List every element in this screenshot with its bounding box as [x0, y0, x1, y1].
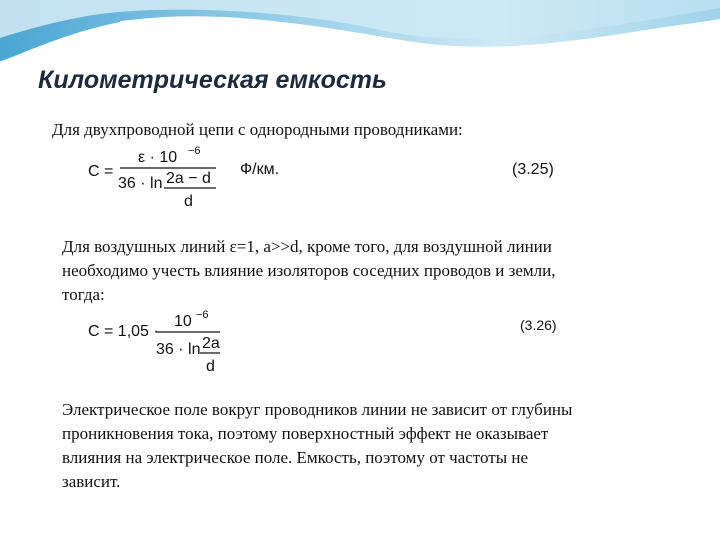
formula-3-26 [80, 306, 680, 386]
formula2-lhs: C = 1,05 · [88, 323, 159, 340]
para3-line3: влияния на электрическое поле. Емкость, поэтому от частоты не [62, 448, 529, 467]
formula2-number: (3.26) [520, 317, 557, 333]
formula1-inner-numerator: 2a − d [166, 170, 211, 187]
formula1-numerator: ε · 10 [138, 149, 178, 166]
formula2-numerator-exponent: −6 [196, 309, 209, 321]
formula1-numerator-exponent: −6 [188, 145, 201, 157]
intro-text: Для двухпроводной цепи с однородными проводниками: [52, 120, 463, 139]
para3-line2: проникновения тока, поэтому поверхностный эффект не оказывает [62, 424, 549, 443]
formula1-denominator-prefix: 36 · ln [118, 175, 163, 192]
formula2-numerator: 10 [174, 313, 192, 330]
para3-line1: Электрическое поле вокруг проводников линии не зависит от глубины [62, 400, 573, 419]
formula2-inner-numerator: 2a [202, 335, 220, 352]
formula1-unit: Ф/км. [240, 161, 280, 178]
slide-title: Километрическая емкость [38, 66, 387, 94]
para2-line3: тогда: [62, 285, 105, 304]
formula-3-25 [80, 140, 680, 220]
formula1-number: (3.25) [512, 161, 554, 178]
para2-line2: необходимо учесть влияние изоляторов соседних проводов и земли, [62, 261, 556, 280]
para2-line1: Для воздушных линий ε=1, а>>d, кроме того, для воздушной линии [62, 237, 552, 256]
para3-line4: зависит. [62, 472, 121, 491]
formula1-lhs: C = [88, 163, 114, 180]
formula2-inner-denominator: d [206, 358, 215, 375]
formula2-denominator-prefix: 36 · ln [156, 341, 201, 358]
formula1-inner-denominator: d [184, 193, 193, 210]
